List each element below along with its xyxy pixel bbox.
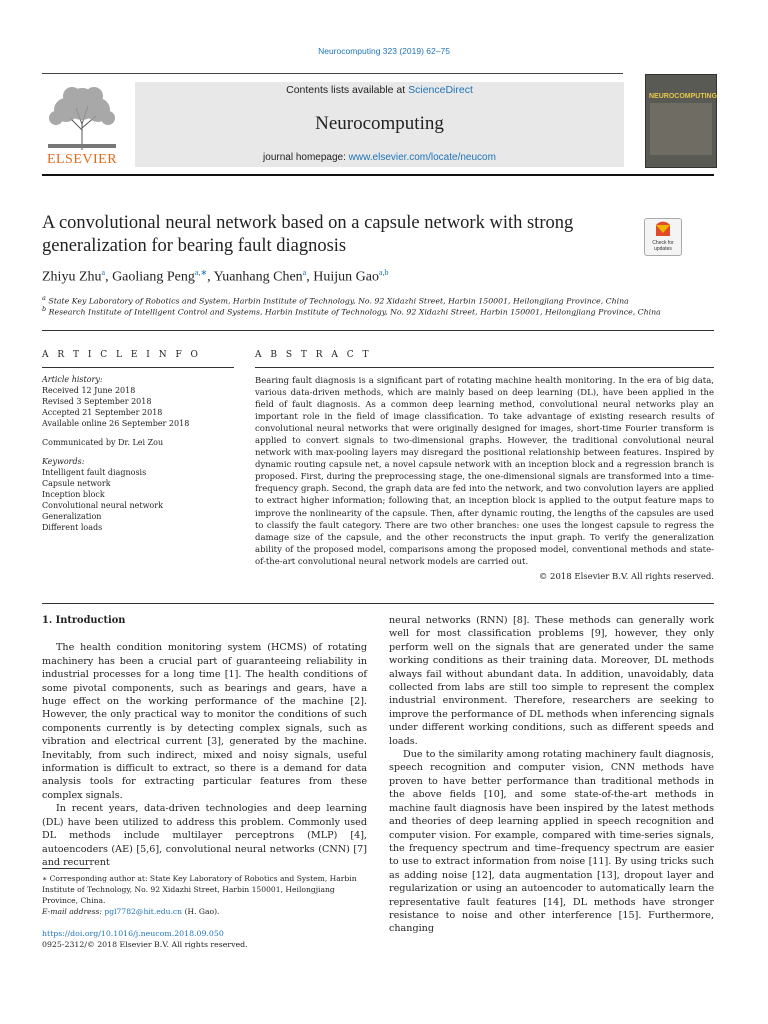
article-info: [42, 374, 234, 533]
header-rule: [42, 73, 623, 74]
history-label: Article history:: [42, 375, 103, 384]
communicated-by: Communicated by Dr. Lei Zou: [42, 438, 164, 447]
section-title: 1. Introduction: [42, 615, 126, 626]
elsevier-wordmark: ELSEVIER: [46, 152, 118, 167]
keyword: Capsule network: [42, 479, 111, 488]
doi-link[interactable]: https://doi.org/10.1016/j.neucom.2018.09.050: [42, 929, 224, 938]
cover-title: NEUROCOMPUTING: [649, 93, 718, 100]
author: Yuanhang Chen: [213, 269, 303, 285]
keyword: Convolutional neural network: [42, 501, 163, 510]
journal-citation[interactable]: Neurocomputing 323 (2019) 62–75: [318, 46, 450, 56]
right-column: [389, 614, 714, 936]
keywords-label: Keywords:: [42, 457, 85, 466]
abstract-text: Bearing fault diagnosis is a significant part of rotating machine health monitoring. In the era of big data, various data-driven methods, which are mainly based on deep learning (DL), have been applied in the field of fault diagnosis. As a common deep learning method, convolutional neural networks play an important role in the field of image classification. To take advantage of existing research results of convolutional neural networks that were originally designed for images, short-time Fourier transform is applied to convert signals to two-dimensional graphs. However, the traditional convolutional neural network with max-pooling layers may disregard the positional relationship between features. Inspired by dynamic routing capsule net, a novel capsule network with an inception block and a regression branch is proposed. First, during the preprocessing stage, the one-dimensional signals are transformed into a time-frequency graph. Second, the graph data are fed into the network, and two convolution layers are applied to extract higher information; following that, an inception block is applied to the output feature maps to improve the nonlinearity of the capsule. Then, after dynamic routing, the lengths of the capsules are used to classify the fault category. There are two other branches: one uses the longest capsule to regress the damage size of the capsule, and the other reconstructs the input graph. To verify the generalization ability of the proposed model, comparisons among the proposed model, conventional methods and state-of-the-art convolutional neural network models are carried out.: [255, 376, 714, 567]
history-item: Revised 3 September 2018: [42, 397, 152, 406]
intro-paragraph: In recent years, data-driven technologies and deep learning (DL) have been utilized to address this problem. Commonly used DL methods include multilayer perceptrons (MLP) [4], autoencoders (AE) [5,6], convolutional neural networks (CNN) [7] and recurrent: [42, 803, 367, 868]
contents-line: Contents lists available at ScienceDirect: [286, 84, 473, 96]
sciencedirect-link[interactable]: ScienceDirect: [408, 84, 473, 96]
intro-paragraph: The health condition monitoring system (HCMS) of rotating machinery has been a crucial part of guaranteeing reliability in industrial processes for a long time [1]. The health conditions of some pivotal components, such as bearings and gears, have a huge effect on the working performance of the machine [2]. However, the only practical way to monitor the conditions of such components currently is by detecting complex signals, such as vibration and electrical current [3], generated by the machine. Inevitably, from such indirect, mixed and noisy signals, useful information is difficult to extract, so there is a demand for data analysis tools for extracting particular features from these complex signals.: [42, 642, 367, 801]
email-link[interactable]: pgl7782@hit.edu.cn: [104, 907, 183, 916]
keyword: Inception block: [42, 490, 105, 499]
keyword: Generalization: [42, 512, 102, 521]
svg-text:Check for: Check for: [652, 240, 674, 246]
homepage-line: journal homepage: www.elsevier.com/locate/neucom: [263, 152, 496, 163]
intro-paragraph: neural networks (RNN) [8]. These methods can generally work well for most classification problems [9], however, they only perform well on the signals that are generated under the same working conditions as their training data. Moreover, DL methods always fail without abundant data. In addition, unavoidably, data collected from labs are still too simple to represent the complex industrial environment. Therefore, researchers are seeking to improve the performance of DL methods when inferencing signals under different working conditions, such as different speeds and loads.: [389, 615, 714, 747]
author: Zhiyu Zhu: [42, 269, 102, 285]
history-item: Accepted 21 September 2018: [42, 408, 163, 417]
author-list: Zhiyu Zhu$^a$, Gaoliang Peng$^{a,∗}$, Yuanhang Chen$^a$, Huijun Gao$^{a,b}$: [42, 268, 389, 285]
section-rule: [42, 330, 714, 331]
history-item: Received 12 June 2018: [42, 386, 136, 395]
article-info-heading: A R T I C L E I N F O: [42, 350, 201, 360]
journal-banner: [135, 82, 624, 167]
doi-block: [42, 928, 248, 950]
corresponding-author-footnote: ∗ Corresponding author at: State Key Laboratory of Robotics and System, Harbin Institute of Technology, No. 92 Xidazhi Street, Harbin 150001, Heilongjiang Province, China. E-mail address: pgl7782@hit.edu.cn (H. Gao).: [42, 874, 357, 916]
left-column: [42, 614, 367, 869]
intro-paragraph: Due to the similarity among rotating machinery fault diagnosis, speech recognition and computer vision, CNN methods have proven to have better performance than traditional methods in the above fields [10], and some state-of-the-art methods in machine fault diagnosis have been inspired by the latest methods and theories of deep learning applied in speech recognition and computer vision. For example, compared with time-series signals, the frequency spectrum and time–frequency spectrum are easier to use to extract information from noise [11]. By using tricks such as adding noise [12], data augmentation [13], dropout layer and regularization or using an autoencoder to automatically learn the representative fault features [14], DL methods have stronger resistance to noise and other interference [15]. Furthermore, changing: [389, 749, 714, 935]
affiliation-a: $^a$ State Key Laboratory of Robotics and System, Harbin Institute of Technology, No. 92 Xidazhi Street, Harbin 150001, Heilongjiang Province, China: [42, 294, 629, 306]
abstract-heading: A B S T R A C T: [255, 350, 372, 360]
homepage-link[interactable]: www.elsevier.com/locate/neucom: [348, 152, 496, 163]
author: Huijun Gao: [313, 269, 379, 285]
header-thick-rule: [42, 174, 714, 176]
svg-text:updates: updates: [654, 246, 672, 252]
affiliation-b: $^b$ Research Institute of Intelligent Control and Systems, Harbin Institute of Technology, No. 92 Xidazhi Street, Harbin 150001, Heilongjiang Province, China: [42, 305, 661, 317]
author: Gaoliang Peng: [112, 269, 195, 285]
keyword: Different loads: [42, 523, 103, 532]
check-for-updates-badge[interactable]: [644, 218, 682, 256]
keyword: Intelligent fault diagnosis: [42, 468, 147, 477]
journal-cover-image: [645, 74, 717, 168]
issn-line: 0925-2312/© 2018 Elsevier B.V. All rights reserved.: [42, 940, 248, 949]
journal-name: Neurocomputing: [315, 113, 444, 134]
history-item: Available online 26 September 2018: [42, 419, 190, 428]
abstract-copyright: © 2018 Elsevier B.V. All rights reserved.: [538, 572, 714, 582]
paper-title: A convolutional neural network based on a capsule network with strong generalization for bearing fault diagnosis: [42, 213, 574, 256]
